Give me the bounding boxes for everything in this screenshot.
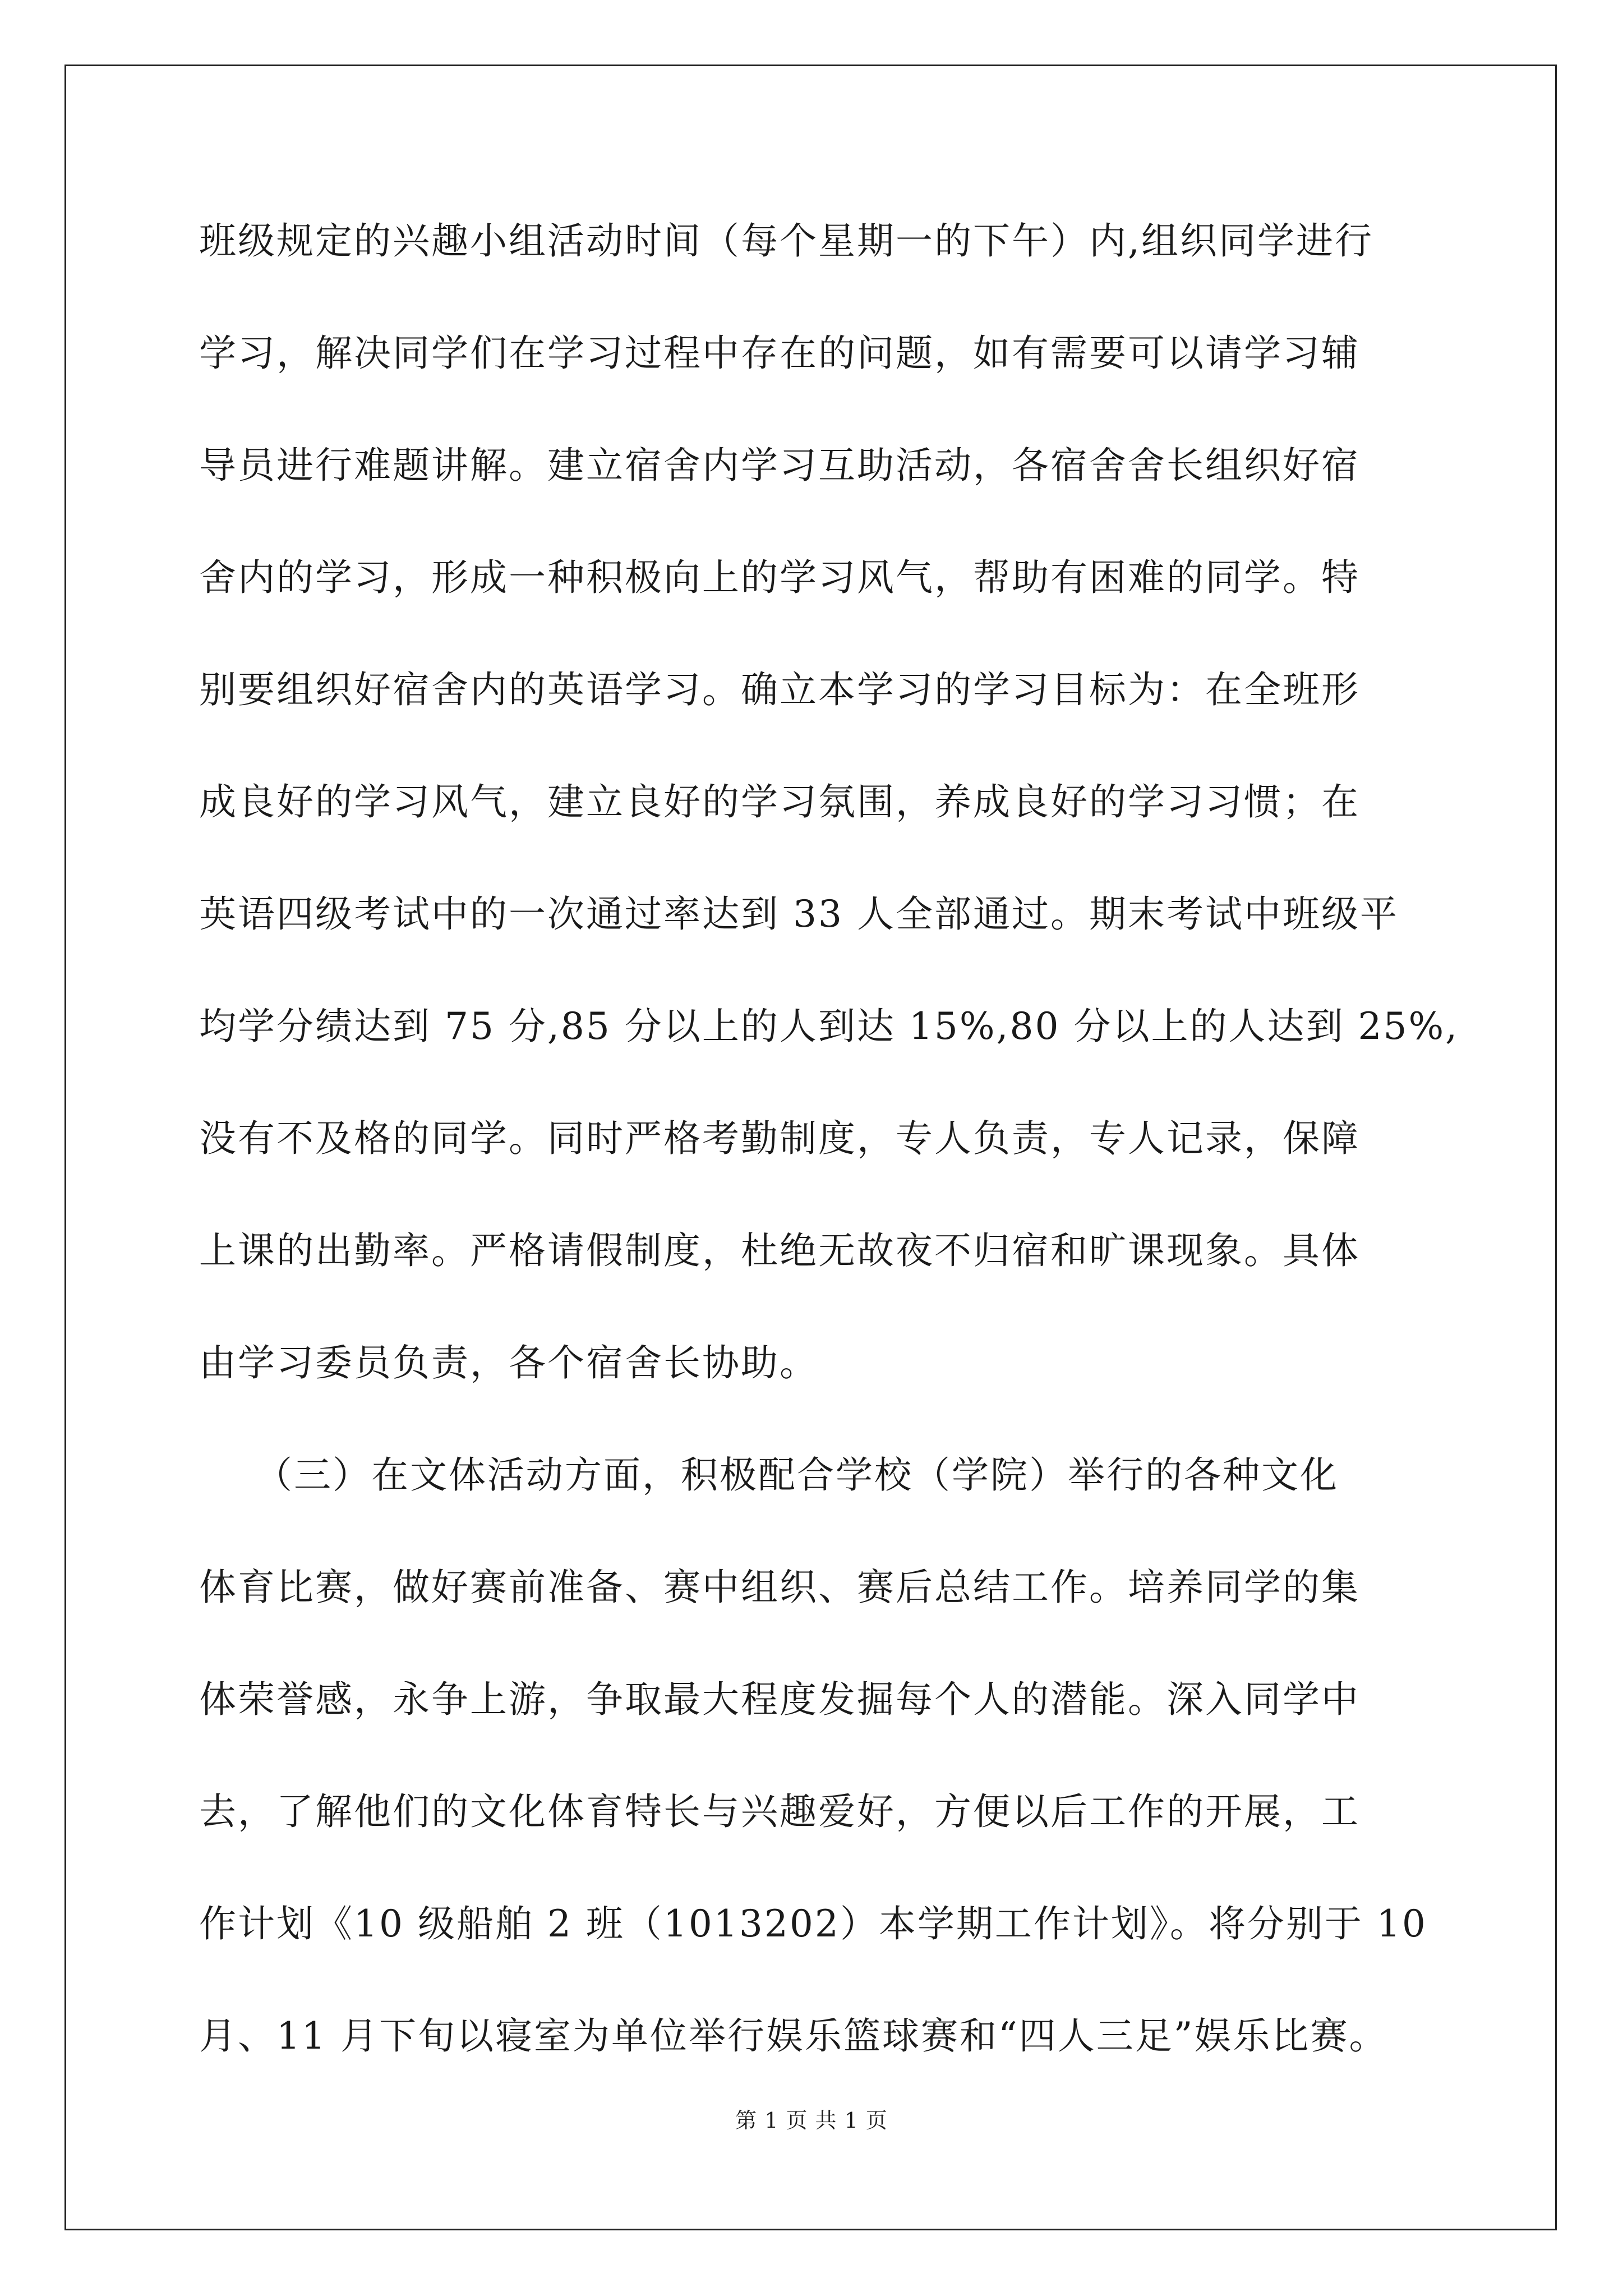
page-footer: 第 1 页 共 1 页 — [735, 2108, 888, 2133]
text-line: 去，了解他们的文化体育特长与兴趣爱好，方便以后工作的开展，工 — [199, 1790, 1360, 1833]
text-line: 均学分绩达到 75 分,85 分以上的人到达 15%,80 分以上的人达到 25%, — [199, 1005, 1459, 1048]
text-line: 导员进行难题讲解。建立宿舍内学习互助活动，各宿舍舍长组织好宿 — [199, 444, 1360, 487]
text-line: 由学习委员负责，各个宿舍长协助。 — [199, 1341, 818, 1384]
text-line: 别要组织好宿舍内的英语学习。确立本学习的学习目标为：在全班形 — [199, 668, 1360, 711]
text-line: 体育比赛，做好赛前准备、赛中组织、赛后总结工作。培养同学的集 — [199, 1566, 1360, 1609]
text-line: 体荣誉感，永争上游，争取最大程度发掘每个人的潜能。深入同学中 — [199, 1678, 1360, 1721]
text-line: 成良好的学习风气，建立良好的学习氛围，养成良好的学习习惯；在 — [199, 780, 1360, 823]
document-body — [199, 202, 1459, 2109]
text-line: 学习，解决同学们在学习过程中存在的问题，如有需要可以请学习辅 — [199, 332, 1360, 375]
paragraph-start-line: （三）在文体活动方面，积极配合学校（学院）举行的各种文化 — [255, 1453, 1339, 1497]
text-line: 英语四级考试中的一次通过率达到 33 人全部通过。期末考试中班级平 — [199, 892, 1399, 936]
text-line: 没有不及格的同学。同时严格考勤制度，专人负责，专人记录，保障 — [199, 1117, 1360, 1160]
text-line: 作计划《10 级船舶 2 班（1013202）本学期工作计划》。将分别于 10 — [199, 1902, 1427, 1945]
text-line: 月、11 月下旬以寝室为单位举行娱乐篮球赛和“四人三足”娱乐比赛。 — [199, 2014, 1388, 2058]
text-line: 班级规定的兴趣小组活动时间（每个星期一的下午）内,组织同学进行 — [199, 219, 1373, 263]
text-line: 上课的出勤率。严格请假制度，杜绝无故夜不归宿和旷课现象。具体 — [199, 1229, 1360, 1272]
text-line: 舍内的学习，形成一种积极向上的学习风气，帮助有困难的同学。特 — [199, 556, 1360, 599]
